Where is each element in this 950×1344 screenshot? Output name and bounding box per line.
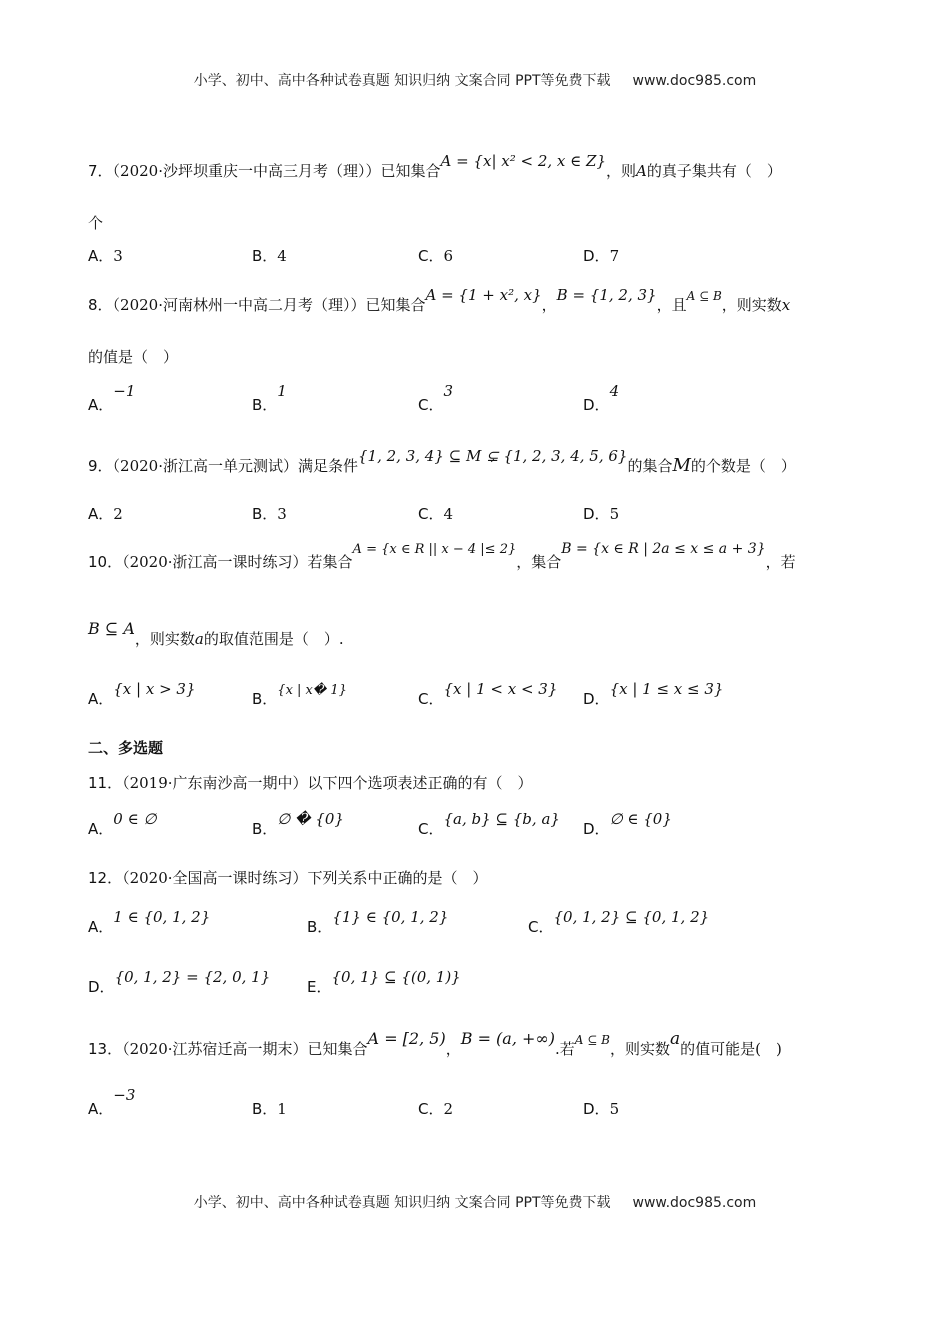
option-d: D．5	[583, 505, 620, 523]
question-source: （2020·江苏宿迁高一期末）已知集合	[122, 1040, 368, 1058]
question-text: ，集合	[516, 553, 562, 571]
option-value: {a, b} ⊆ {b, a}	[443, 810, 560, 828]
option-value: {1} ∈ {0, 1, 2}	[332, 908, 449, 926]
footer-site-link[interactable]: www.doc985.com	[632, 1195, 757, 1211]
question-text: ，	[445, 1040, 461, 1058]
variable: M	[672, 455, 691, 476]
option-c: C．4	[418, 505, 454, 523]
option-c: C．3	[418, 382, 454, 414]
variable: x	[781, 296, 791, 314]
option-b: B．{x | x� 1}	[252, 683, 347, 708]
option-c: C．{x | 1 < x < 3}	[418, 680, 558, 708]
option-b: B．1	[252, 382, 287, 414]
option-d: D．5	[583, 1100, 620, 1118]
question-10	[88, 541, 796, 572]
option-value: 2	[443, 1100, 454, 1118]
option-value: {x | x� 1}	[277, 683, 347, 698]
option-d: D．4	[583, 382, 620, 414]
page-footer	[0, 1192, 950, 1212]
relation-expression: A ⊆ B	[686, 289, 722, 303]
option-d: D．{x | 1 ≤ x ≤ 3}	[583, 680, 724, 708]
option-c: C．{a, b} ⊆ {b, a}	[418, 810, 560, 838]
option-value: {x | x > 3}	[113, 680, 196, 698]
set-a-expression: A = {1 + x², x}	[425, 286, 542, 304]
question-7	[88, 152, 782, 181]
question-text: 的值可能是( )	[680, 1040, 782, 1058]
option-value: 4	[443, 505, 454, 523]
option-b: B．4	[252, 247, 287, 265]
option-value: {0, 1, 2} ⊆ {0, 1, 2}	[553, 908, 710, 926]
question-text: 的取值范围是（ ）.	[203, 630, 344, 648]
option-value: 0 ∈ ∅	[113, 810, 157, 828]
question-text: 个	[88, 214, 104, 232]
question-text: ，若	[765, 553, 796, 571]
option-value: ∅ � {0}	[277, 810, 344, 828]
set-expression: A = {x| x² < 2, x ∈ Z}	[440, 152, 606, 170]
condition-expression: {1, 2, 3, 4} ⊆ M ⊊ {1, 2, 3, 4, 5, 6}	[358, 447, 628, 465]
question-7-continuation	[88, 212, 103, 233]
question-text: ，	[541, 296, 557, 314]
question-text: ，则实数	[134, 630, 195, 648]
relation-expression: B ⊆ A	[88, 619, 135, 638]
set-b-expression: B = (a, +∞)	[460, 1029, 555, 1048]
variable: a	[669, 1029, 681, 1049]
option-d: D．7	[583, 247, 620, 265]
option-a: A．{x | x > 3}	[88, 680, 196, 708]
section-title: 二、多选题	[88, 739, 164, 757]
option-b: B．{1} ∈ {0, 1, 2}	[307, 908, 449, 936]
option-d: D．{0, 1, 2} = {2, 0, 1}	[88, 968, 271, 996]
question-source: （2020·沙坪坝重庆一中高三月考（理））已知集合	[112, 162, 441, 180]
question-8	[88, 286, 791, 315]
option-c: C．{0, 1, 2} ⊆ {0, 1, 2}	[528, 908, 710, 936]
header-site-link[interactable]: www.doc985.com	[632, 73, 757, 89]
question-text: ，且	[656, 296, 687, 314]
set-a-expression: A = [2, 5)	[367, 1029, 446, 1048]
option-b: B．1	[252, 1100, 287, 1118]
option-value: 2	[113, 505, 123, 523]
question-number: 9．	[88, 457, 113, 475]
option-value: {x | 1 ≤ x ≤ 3}	[609, 680, 724, 698]
set-b-expression: B = {x ∈ R | 2a ≤ x ≤ a + 3}	[561, 541, 766, 557]
question-text: 的集合	[627, 457, 673, 475]
option-value: 1 ∈ {0, 1, 2}	[113, 908, 211, 926]
option-value: 7	[609, 247, 620, 265]
option-b: B．3	[252, 505, 287, 523]
header-text: 小学、初中、高中各种试卷真题 知识归纳 文案合同 PPT等免费下载	[193, 73, 611, 89]
option-value: 3	[113, 247, 123, 265]
question-source: （2020·浙江高一课时练习）若集合	[122, 553, 353, 571]
question-13	[88, 1029, 782, 1059]
option-a: A．−3	[88, 1086, 136, 1118]
question-12	[88, 867, 488, 888]
set-b-expression: B = {1, 2, 3}	[556, 286, 657, 304]
option-value: 1	[277, 382, 287, 400]
option-value: 5	[609, 505, 620, 523]
option-c: C．2	[418, 1100, 454, 1118]
set-a-expression: A = {x ∈ R || x − 4 |≤ 2}	[352, 542, 517, 557]
question-number: 10．	[88, 553, 123, 571]
question-8-continuation	[88, 346, 178, 367]
option-value: 4	[609, 382, 620, 400]
option-c: C．6	[418, 247, 454, 265]
option-value: 3	[443, 382, 454, 400]
question-text: 的值是（ ）	[88, 348, 179, 366]
question-text: ，则实数	[721, 296, 782, 314]
question-number: 11．	[88, 774, 123, 792]
option-a: A．1 ∈ {0, 1, 2}	[88, 908, 211, 936]
option-value: 3	[277, 505, 287, 523]
option-e: E．{0, 1} ⊆ {(0, 1)}	[307, 968, 461, 996]
variable: A	[636, 162, 647, 180]
question-10-continuation	[88, 619, 344, 649]
page-header	[0, 70, 950, 90]
question-number: 12．	[88, 869, 123, 887]
question-source: （2019·广东南沙高一期中）以下四个选项表述正确的有（ ）	[122, 774, 533, 792]
footer-text: 小学、初中、高中各种试卷真题 知识归纳 文案合同 PPT等免费下载	[193, 1195, 611, 1211]
question-9	[88, 447, 796, 476]
option-value: {0, 1} ⊆ {(0, 1)}	[331, 968, 461, 986]
question-text: 的真子集共有（ ）	[646, 162, 782, 180]
option-value: 5	[609, 1100, 620, 1118]
question-11	[88, 772, 533, 793]
question-source: （2020·河南林州一中高二月考（理））已知集合	[112, 296, 426, 314]
relation-expression: A ⊆ B	[574, 1033, 610, 1047]
option-value: 4	[277, 247, 287, 265]
question-text: .若	[554, 1040, 575, 1058]
variable: a	[194, 630, 204, 648]
option-b: B．∅ � {0}	[252, 810, 344, 838]
question-source: （2020·全国高一课时练习）下列关系中正确的是（ ）	[122, 869, 488, 887]
option-value: 1	[277, 1100, 287, 1118]
option-value: {0, 1, 2} = {2, 0, 1}	[114, 968, 271, 986]
option-value: −1	[113, 382, 136, 400]
option-a: A．0 ∈ ∅	[88, 810, 157, 838]
question-source: （2020·浙江高一单元测试）满足条件	[112, 457, 358, 475]
question-text: ，则实数	[609, 1040, 670, 1058]
question-text: ，则	[605, 162, 636, 180]
option-a: A．−1	[88, 382, 136, 414]
option-d: D．∅ ∈ {0}	[583, 810, 672, 838]
option-value: ∅ ∈ {0}	[609, 810, 672, 828]
question-number: 8．	[88, 296, 113, 314]
option-value: {x | 1 < x < 3}	[443, 680, 558, 698]
question-number: 13．	[88, 1040, 123, 1058]
option-value: −3	[113, 1086, 136, 1104]
option-a: A．3	[88, 247, 123, 265]
question-number: 7．	[88, 162, 113, 180]
question-text: 的个数是（ ）	[690, 457, 796, 475]
option-a: A．2	[88, 505, 123, 523]
option-value: 6	[443, 247, 454, 265]
